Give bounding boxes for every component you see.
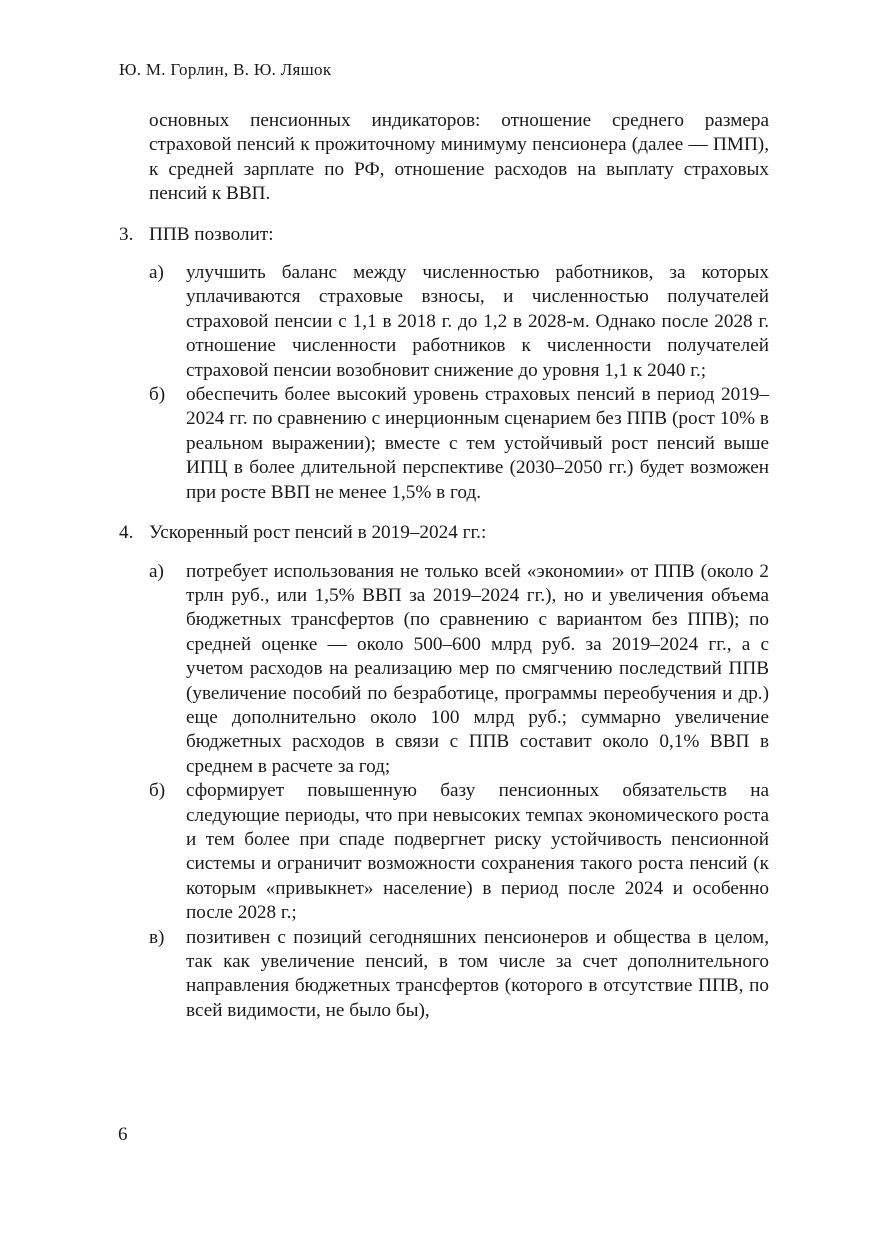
intro-paragraph: основных пенсионных индикаторов: отношение среднего размера страховой пенсий к прожиточному минимуму пенсионера (далее — ПМП), к средней зарплате по РФ, отношение расходов на выплату страховых пенсий к ВВП.: [149, 110, 769, 205]
page-number: 6: [118, 1124, 128, 1145]
item-heading: ППВ позволит:: [149, 223, 274, 245]
list-item-4: [119, 521, 769, 1023]
sub-item-marker: в): [149, 926, 165, 948]
sub-item-marker: б): [149, 780, 166, 802]
sub-item-4b: [149, 779, 769, 925]
sub-list: [149, 261, 769, 505]
sub-item-4a: [149, 560, 769, 780]
sub-list: [149, 560, 769, 1024]
running-header: Ю. М. Горлин, В. Ю. Ляшок: [119, 60, 332, 79]
sub-item-marker: б): [149, 384, 166, 406]
page-content: [119, 109, 769, 1023]
sub-item-marker: а): [149, 262, 164, 284]
sub-item-4c: [149, 926, 769, 1024]
sub-item-marker: а): [149, 560, 164, 582]
list-item-3: [119, 223, 769, 505]
sub-item-text: улучшить баланс между численностью работников, за которых уплачиваются страховые взносы, и численностью получателей страховой пенсии с 1,1 в 2018 г. до 1,2 в 2028-м. Однако после 2028 г. отношение численности работников к численности получателей страховой пенсии возобновит снижение до уровня 1,1 к 2040 г.;: [186, 262, 769, 381]
item-number: 4.: [119, 522, 134, 544]
sub-item-3b: [149, 383, 769, 505]
sub-item-3a: [149, 261, 769, 383]
item-number: 3.: [119, 223, 134, 245]
sub-item-text: сформирует повышенную базу пенсионных обязательств на следующие периоды, что при невысоких темпах экономического роста и тем более при спаде подвергнет риску устойчивость пенсионной системы и ограничит возможности сохранения такого роста пенсий (к которым «привыкнет» население) в период после 2024 и особенно после 2028 г.;: [186, 780, 769, 924]
item-heading: Ускоренный рост пенсий в 2019–2024 гг.:: [149, 522, 487, 544]
sub-item-text: потребует использования не только всей «экономии» от ППВ (около 2 трлн руб., или 1,5% ВВП за 2019–2024 гг.), но и увеличения объема бюджетных трансфертов (по сравнению с вариантом без ППВ); по средней оценке — около 500–600 млрд руб. за 2019–2024 гг., а с учетом расходов на реализацию мер по смягчению последствий ППВ (увеличение пособий по безработице, программы переобучения и др.) еще дополнительно около 100 млрд руб.; суммарно увеличение бюджетных расходов в связи с ППВ составит около 0,1% ВВП в среднем в расчете за год;: [186, 560, 769, 777]
sub-item-text: позитивен с позиций сегодняшних пенсионеров и общества в целом, так как увеличение пенсий, в том числе за счет дополнительного направления бюджетных трансфертов (которого в отсутствие ППВ, по всей видимости, не было бы),: [186, 926, 769, 1021]
sub-item-text: обеспечить более высокий уровень страховых пенсий в период 2019–2024 гг. по сравнению с инерционным сценарием без ППВ (рост 10% в реальном выражении); вместе с тем устойчивый рост пенсий выше ИПЦ в более длительной перспективе (2030–2050 гг.) будет возможен при росте ВВП не менее 1,5% в год.: [186, 384, 769, 503]
